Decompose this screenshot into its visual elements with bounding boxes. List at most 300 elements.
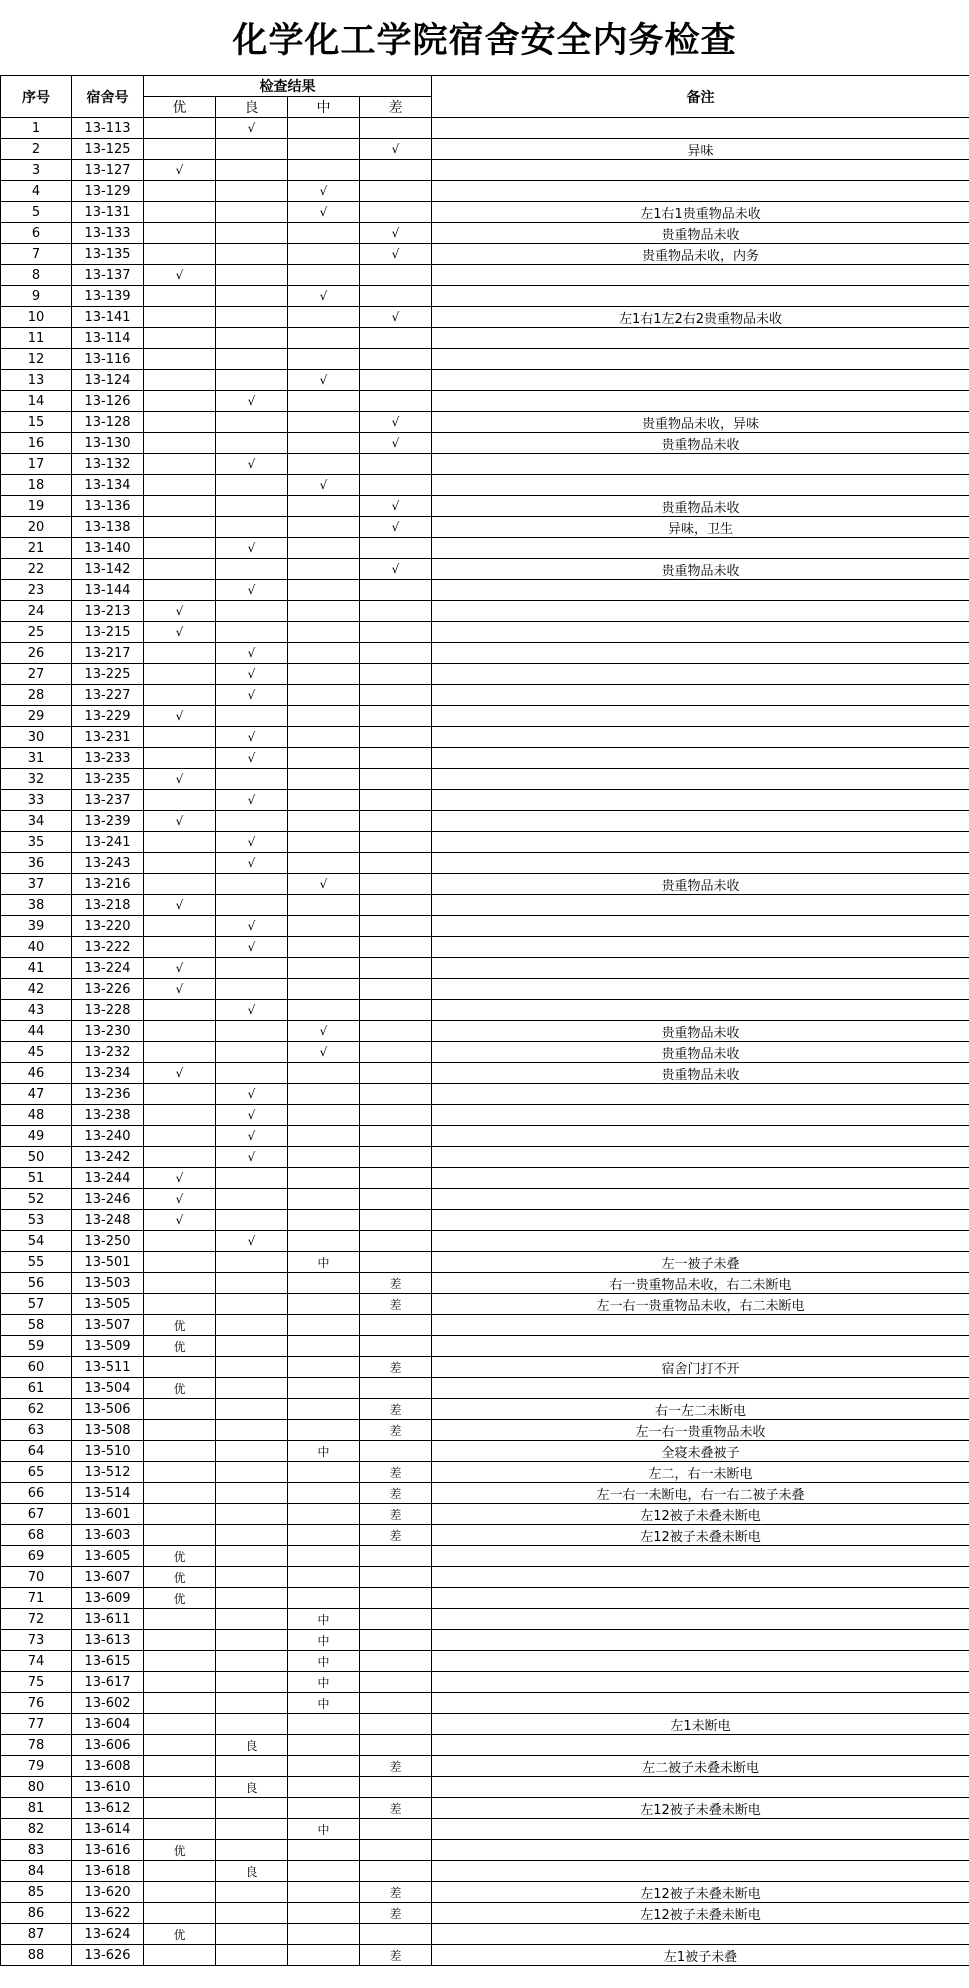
table-row [1, 685, 969, 706]
remark-cell [432, 118, 969, 139]
result-good-cell [216, 1420, 288, 1441]
table-row [1, 160, 969, 181]
result-excellent-cell [144, 328, 216, 349]
room-cell: 13-222 [72, 937, 144, 958]
result-fair-cell [288, 1945, 360, 1966]
remark-cell: 贵重物品未收 [432, 433, 969, 454]
header-result-fair: 中 [288, 97, 360, 118]
result-fair-cell [288, 265, 360, 286]
result-excellent-cell [144, 496, 216, 517]
result-fair-cell [288, 895, 360, 916]
result-fair-cell [288, 1924, 360, 1945]
table-row [1, 1693, 969, 1714]
result-poor-cell: 差 [360, 1798, 432, 1819]
result-good-cell: √ [216, 664, 288, 685]
seq-cell: 29 [1, 706, 72, 727]
room-cell: 13-601 [72, 1504, 144, 1525]
header-result-excellent: 优 [144, 97, 216, 118]
table-row [1, 832, 969, 853]
result-good-cell: √ [216, 1126, 288, 1147]
table-row [1, 1651, 969, 1672]
room-cell: 13-229 [72, 706, 144, 727]
result-fair-cell [288, 433, 360, 454]
result-poor-cell [360, 1231, 432, 1252]
table-row [1, 1294, 969, 1315]
result-excellent-cell [144, 559, 216, 580]
result-poor-cell [360, 1042, 432, 1063]
result-poor-cell [360, 538, 432, 559]
room-cell: 13-506 [72, 1399, 144, 1420]
result-fair-cell [288, 727, 360, 748]
result-fair-cell [288, 853, 360, 874]
result-good-cell [216, 1924, 288, 1945]
result-fair-cell [288, 1378, 360, 1399]
remark-cell [432, 580, 969, 601]
result-excellent-cell [144, 307, 216, 328]
seq-cell: 85 [1, 1882, 72, 1903]
remark-cell [432, 1084, 969, 1105]
result-fair-cell [288, 1567, 360, 1588]
result-good-cell [216, 1399, 288, 1420]
room-cell: 13-608 [72, 1756, 144, 1777]
result-poor-cell: √ [360, 244, 432, 265]
result-fair-cell [288, 412, 360, 433]
result-poor-cell [360, 1252, 432, 1273]
table-row [1, 1945, 969, 1966]
result-poor-cell [360, 1336, 432, 1357]
result-excellent-cell [144, 748, 216, 769]
seq-cell: 32 [1, 769, 72, 790]
remark-cell [432, 811, 969, 832]
seq-cell: 4 [1, 181, 72, 202]
result-fair-cell [288, 1336, 360, 1357]
result-poor-cell [360, 580, 432, 601]
table-row [1, 1063, 969, 1084]
result-poor-cell [360, 118, 432, 139]
seq-cell: 86 [1, 1903, 72, 1924]
seq-cell: 26 [1, 643, 72, 664]
result-fair-cell [288, 601, 360, 622]
room-cell: 13-514 [72, 1483, 144, 1504]
seq-cell: 65 [1, 1462, 72, 1483]
result-excellent-cell [144, 1399, 216, 1420]
result-good-cell: √ [216, 580, 288, 601]
remark-cell: 异味 [432, 139, 969, 160]
result-poor-cell [360, 1084, 432, 1105]
result-good-cell [216, 202, 288, 223]
result-good-cell: √ [216, 118, 288, 139]
result-fair-cell [288, 1147, 360, 1168]
result-excellent-cell [144, 391, 216, 412]
remark-cell: 左二被子未叠未断电 [432, 1756, 969, 1777]
table-row [1, 874, 969, 895]
result-excellent-cell: √ [144, 1063, 216, 1084]
remark-cell [432, 1210, 969, 1231]
seq-cell: 13 [1, 370, 72, 391]
room-cell: 13-250 [72, 1231, 144, 1252]
result-fair-cell [288, 1588, 360, 1609]
seq-cell: 34 [1, 811, 72, 832]
seq-cell: 9 [1, 286, 72, 307]
result-poor-cell: 差 [360, 1420, 432, 1441]
seq-cell: 63 [1, 1420, 72, 1441]
table-row [1, 265, 969, 286]
table-row [1, 1189, 969, 1210]
room-cell: 13-612 [72, 1798, 144, 1819]
room-cell: 13-509 [72, 1336, 144, 1357]
result-fair-cell [288, 790, 360, 811]
seq-cell: 16 [1, 433, 72, 454]
table-row [1, 202, 969, 223]
result-poor-cell [360, 454, 432, 475]
result-fair-cell [288, 349, 360, 370]
result-good-cell: √ [216, 937, 288, 958]
result-good-cell [216, 895, 288, 916]
room-cell: 13-606 [72, 1735, 144, 1756]
remark-cell [432, 727, 969, 748]
result-excellent-cell: √ [144, 622, 216, 643]
seq-cell: 24 [1, 601, 72, 622]
result-good-cell: √ [216, 1000, 288, 1021]
result-excellent-cell [144, 1756, 216, 1777]
result-fair-cell [288, 1168, 360, 1189]
result-good-cell: √ [216, 391, 288, 412]
room-cell: 13-139 [72, 286, 144, 307]
result-good-cell [216, 1483, 288, 1504]
result-poor-cell: 差 [360, 1462, 432, 1483]
result-poor-cell [360, 1105, 432, 1126]
remark-cell: 左1右1左2右2贵重物品未收 [432, 307, 969, 328]
table-row [1, 769, 969, 790]
seq-cell: 76 [1, 1693, 72, 1714]
result-good-cell: √ [216, 727, 288, 748]
room-cell: 13-614 [72, 1819, 144, 1840]
result-excellent-cell [144, 1294, 216, 1315]
room-cell: 13-220 [72, 916, 144, 937]
room-cell: 13-233 [72, 748, 144, 769]
seq-cell: 30 [1, 727, 72, 748]
table-row [1, 1252, 969, 1273]
result-poor-cell [360, 895, 432, 916]
table-row [1, 307, 969, 328]
result-poor-cell [360, 916, 432, 937]
result-excellent-cell [144, 1462, 216, 1483]
remark-cell [432, 685, 969, 706]
table-row [1, 895, 969, 916]
seq-cell: 52 [1, 1189, 72, 1210]
result-poor-cell [360, 202, 432, 223]
remark-cell [432, 391, 969, 412]
result-poor-cell [360, 1567, 432, 1588]
result-poor-cell: 差 [360, 1945, 432, 1966]
table-row [1, 1567, 969, 1588]
seq-cell: 60 [1, 1357, 72, 1378]
result-good-cell: √ [216, 1231, 288, 1252]
result-poor-cell [360, 1693, 432, 1714]
result-poor-cell: 差 [360, 1294, 432, 1315]
result-good-cell: √ [216, 748, 288, 769]
result-good-cell [216, 601, 288, 622]
remark-cell [432, 1609, 969, 1630]
room-cell: 13-231 [72, 727, 144, 748]
table-row [1, 1588, 969, 1609]
remark-cell [432, 475, 969, 496]
result-fair-cell [288, 1504, 360, 1525]
seq-cell: 6 [1, 223, 72, 244]
table-row [1, 1357, 969, 1378]
result-fair-cell [288, 1525, 360, 1546]
result-good-cell [216, 559, 288, 580]
result-poor-cell: 差 [360, 1273, 432, 1294]
table-row [1, 1525, 969, 1546]
result-poor-cell [360, 1630, 432, 1651]
room-cell: 13-510 [72, 1441, 144, 1462]
seq-cell: 72 [1, 1609, 72, 1630]
result-fair-cell: √ [288, 286, 360, 307]
result-excellent-cell [144, 1273, 216, 1294]
result-good-cell [216, 1819, 288, 1840]
remark-cell: 全寝未叠被子 [432, 1441, 969, 1462]
result-excellent-cell [144, 1357, 216, 1378]
room-cell: 13-134 [72, 475, 144, 496]
room-cell: 13-622 [72, 1903, 144, 1924]
remark-cell: 贵重物品未收 [432, 559, 969, 580]
result-fair-cell [288, 1861, 360, 1882]
remark-cell [432, 1693, 969, 1714]
result-excellent-cell [144, 580, 216, 601]
result-excellent-cell [144, 790, 216, 811]
result-fair-cell [288, 664, 360, 685]
result-fair-cell [288, 1399, 360, 1420]
result-good-cell [216, 412, 288, 433]
result-excellent-cell [144, 916, 216, 937]
seq-cell: 2 [1, 139, 72, 160]
table-row [1, 328, 969, 349]
room-cell: 13-131 [72, 202, 144, 223]
room-cell: 13-138 [72, 517, 144, 538]
result-fair-cell: 中 [288, 1651, 360, 1672]
room-cell: 13-141 [72, 307, 144, 328]
result-excellent-cell: 优 [144, 1840, 216, 1861]
remark-cell [432, 1588, 969, 1609]
remark-cell [432, 181, 969, 202]
result-good-cell [216, 1756, 288, 1777]
room-cell: 13-228 [72, 1000, 144, 1021]
room-cell: 13-137 [72, 265, 144, 286]
result-fair-cell [288, 685, 360, 706]
table-row [1, 1084, 969, 1105]
result-poor-cell [360, 937, 432, 958]
seq-cell: 69 [1, 1546, 72, 1567]
result-poor-cell [360, 832, 432, 853]
result-fair-cell [288, 1714, 360, 1735]
inspection-table [0, 75, 969, 1966]
remark-cell [432, 1840, 969, 1861]
seq-cell: 44 [1, 1021, 72, 1042]
seq-cell: 42 [1, 979, 72, 1000]
remark-cell: 左一右一贵重物品未收，右二未断电 [432, 1294, 969, 1315]
result-poor-cell [360, 1840, 432, 1861]
result-good-cell [216, 1798, 288, 1819]
room-cell: 13-240 [72, 1126, 144, 1147]
table-row [1, 412, 969, 433]
result-fair-cell [288, 580, 360, 601]
seq-cell: 15 [1, 412, 72, 433]
seq-cell: 56 [1, 1273, 72, 1294]
result-excellent-cell [144, 412, 216, 433]
table-row [1, 1483, 969, 1504]
room-cell: 13-213 [72, 601, 144, 622]
result-excellent-cell [144, 874, 216, 895]
result-good-cell: √ [216, 538, 288, 559]
seq-cell: 3 [1, 160, 72, 181]
remark-cell [432, 916, 969, 937]
result-poor-cell [360, 685, 432, 706]
table-row [1, 1336, 969, 1357]
remark-cell [432, 1567, 969, 1588]
seq-cell: 68 [1, 1525, 72, 1546]
result-good-cell [216, 622, 288, 643]
result-excellent-cell [144, 1483, 216, 1504]
seq-cell: 38 [1, 895, 72, 916]
result-fair-cell: √ [288, 1042, 360, 1063]
seq-cell: 7 [1, 244, 72, 265]
seq-cell: 67 [1, 1504, 72, 1525]
result-excellent-cell [144, 1105, 216, 1126]
table-row [1, 1147, 969, 1168]
result-poor-cell: 差 [360, 1525, 432, 1546]
header-seq: 序号 [1, 76, 72, 118]
seq-cell: 74 [1, 1651, 72, 1672]
result-good-cell [216, 1567, 288, 1588]
result-excellent-cell: √ [144, 958, 216, 979]
room-cell: 13-116 [72, 349, 144, 370]
result-good-cell [216, 1252, 288, 1273]
result-excellent-cell [144, 1819, 216, 1840]
remark-cell [432, 160, 969, 181]
result-fair-cell [288, 1840, 360, 1861]
seq-cell: 8 [1, 265, 72, 286]
remark-cell: 宿舍门打不开 [432, 1357, 969, 1378]
remark-cell [432, 349, 969, 370]
result-poor-cell: √ [360, 412, 432, 433]
result-poor-cell: 差 [360, 1483, 432, 1504]
remark-cell [432, 979, 969, 1000]
table-row [1, 1210, 969, 1231]
result-excellent-cell [144, 1861, 216, 1882]
seq-cell: 18 [1, 475, 72, 496]
remark-cell [432, 937, 969, 958]
result-fair-cell [288, 1903, 360, 1924]
seq-cell: 27 [1, 664, 72, 685]
result-fair-cell [288, 706, 360, 727]
seq-cell: 75 [1, 1672, 72, 1693]
seq-cell: 1 [1, 118, 72, 139]
result-fair-cell [288, 160, 360, 181]
result-fair-cell: 中 [288, 1693, 360, 1714]
result-poor-cell [360, 370, 432, 391]
result-fair-cell [288, 811, 360, 832]
seq-cell: 50 [1, 1147, 72, 1168]
result-poor-cell [360, 1714, 432, 1735]
result-excellent-cell [144, 454, 216, 475]
result-good-cell: 良 [216, 1861, 288, 1882]
table-row [1, 1504, 969, 1525]
result-excellent-cell: 优 [144, 1567, 216, 1588]
result-fair-cell [288, 643, 360, 664]
remark-cell: 左1右1贵重物品未收 [432, 202, 969, 223]
remark-cell [432, 454, 969, 475]
seq-cell: 59 [1, 1336, 72, 1357]
result-excellent-cell [144, 853, 216, 874]
remark-cell [432, 1777, 969, 1798]
result-poor-cell [360, 1315, 432, 1336]
room-cell: 13-507 [72, 1315, 144, 1336]
result-good-cell [216, 139, 288, 160]
result-poor-cell: √ [360, 496, 432, 517]
seq-cell: 10 [1, 307, 72, 328]
result-fair-cell [288, 559, 360, 580]
table-row [1, 517, 969, 538]
result-excellent-cell [144, 664, 216, 685]
result-fair-cell [288, 1420, 360, 1441]
room-cell: 13-230 [72, 1021, 144, 1042]
result-poor-cell [360, 1168, 432, 1189]
seq-cell: 22 [1, 559, 72, 580]
result-poor-cell [360, 727, 432, 748]
remark-cell: 贵重物品未收 [432, 874, 969, 895]
result-poor-cell [360, 1189, 432, 1210]
room-cell: 13-114 [72, 328, 144, 349]
result-good-cell [216, 979, 288, 1000]
result-good-cell [216, 1168, 288, 1189]
result-excellent-cell [144, 1420, 216, 1441]
result-excellent-cell [144, 1714, 216, 1735]
result-good-cell [216, 475, 288, 496]
table-row [1, 580, 969, 601]
table-row [1, 1756, 969, 1777]
result-fair-cell [288, 1756, 360, 1777]
result-fair-cell [288, 1063, 360, 1084]
result-poor-cell [360, 286, 432, 307]
room-cell: 13-607 [72, 1567, 144, 1588]
page-title: 化学化工学院宿舍安全内务检查 [232, 19, 737, 61]
seq-cell: 46 [1, 1063, 72, 1084]
result-excellent-cell [144, 223, 216, 244]
remark-cell [432, 1630, 969, 1651]
result-excellent-cell [144, 643, 216, 664]
result-fair-cell [288, 1231, 360, 1252]
room-cell: 13-244 [72, 1168, 144, 1189]
room-cell: 13-248 [72, 1210, 144, 1231]
room-cell: 13-505 [72, 1294, 144, 1315]
table-row [1, 1168, 969, 1189]
result-good-cell [216, 433, 288, 454]
result-good-cell: √ [216, 832, 288, 853]
remark-cell [432, 601, 969, 622]
remark-cell: 贵重物品未收 [432, 1021, 969, 1042]
result-fair-cell [288, 748, 360, 769]
result-fair-cell [288, 307, 360, 328]
result-excellent-cell [144, 433, 216, 454]
room-cell: 13-144 [72, 580, 144, 601]
remark-cell [432, 328, 969, 349]
result-fair-cell [288, 454, 360, 475]
result-good-cell: √ [216, 454, 288, 475]
result-good-cell [216, 349, 288, 370]
remark-cell [432, 1651, 969, 1672]
header-result-poor: 差 [360, 97, 432, 118]
